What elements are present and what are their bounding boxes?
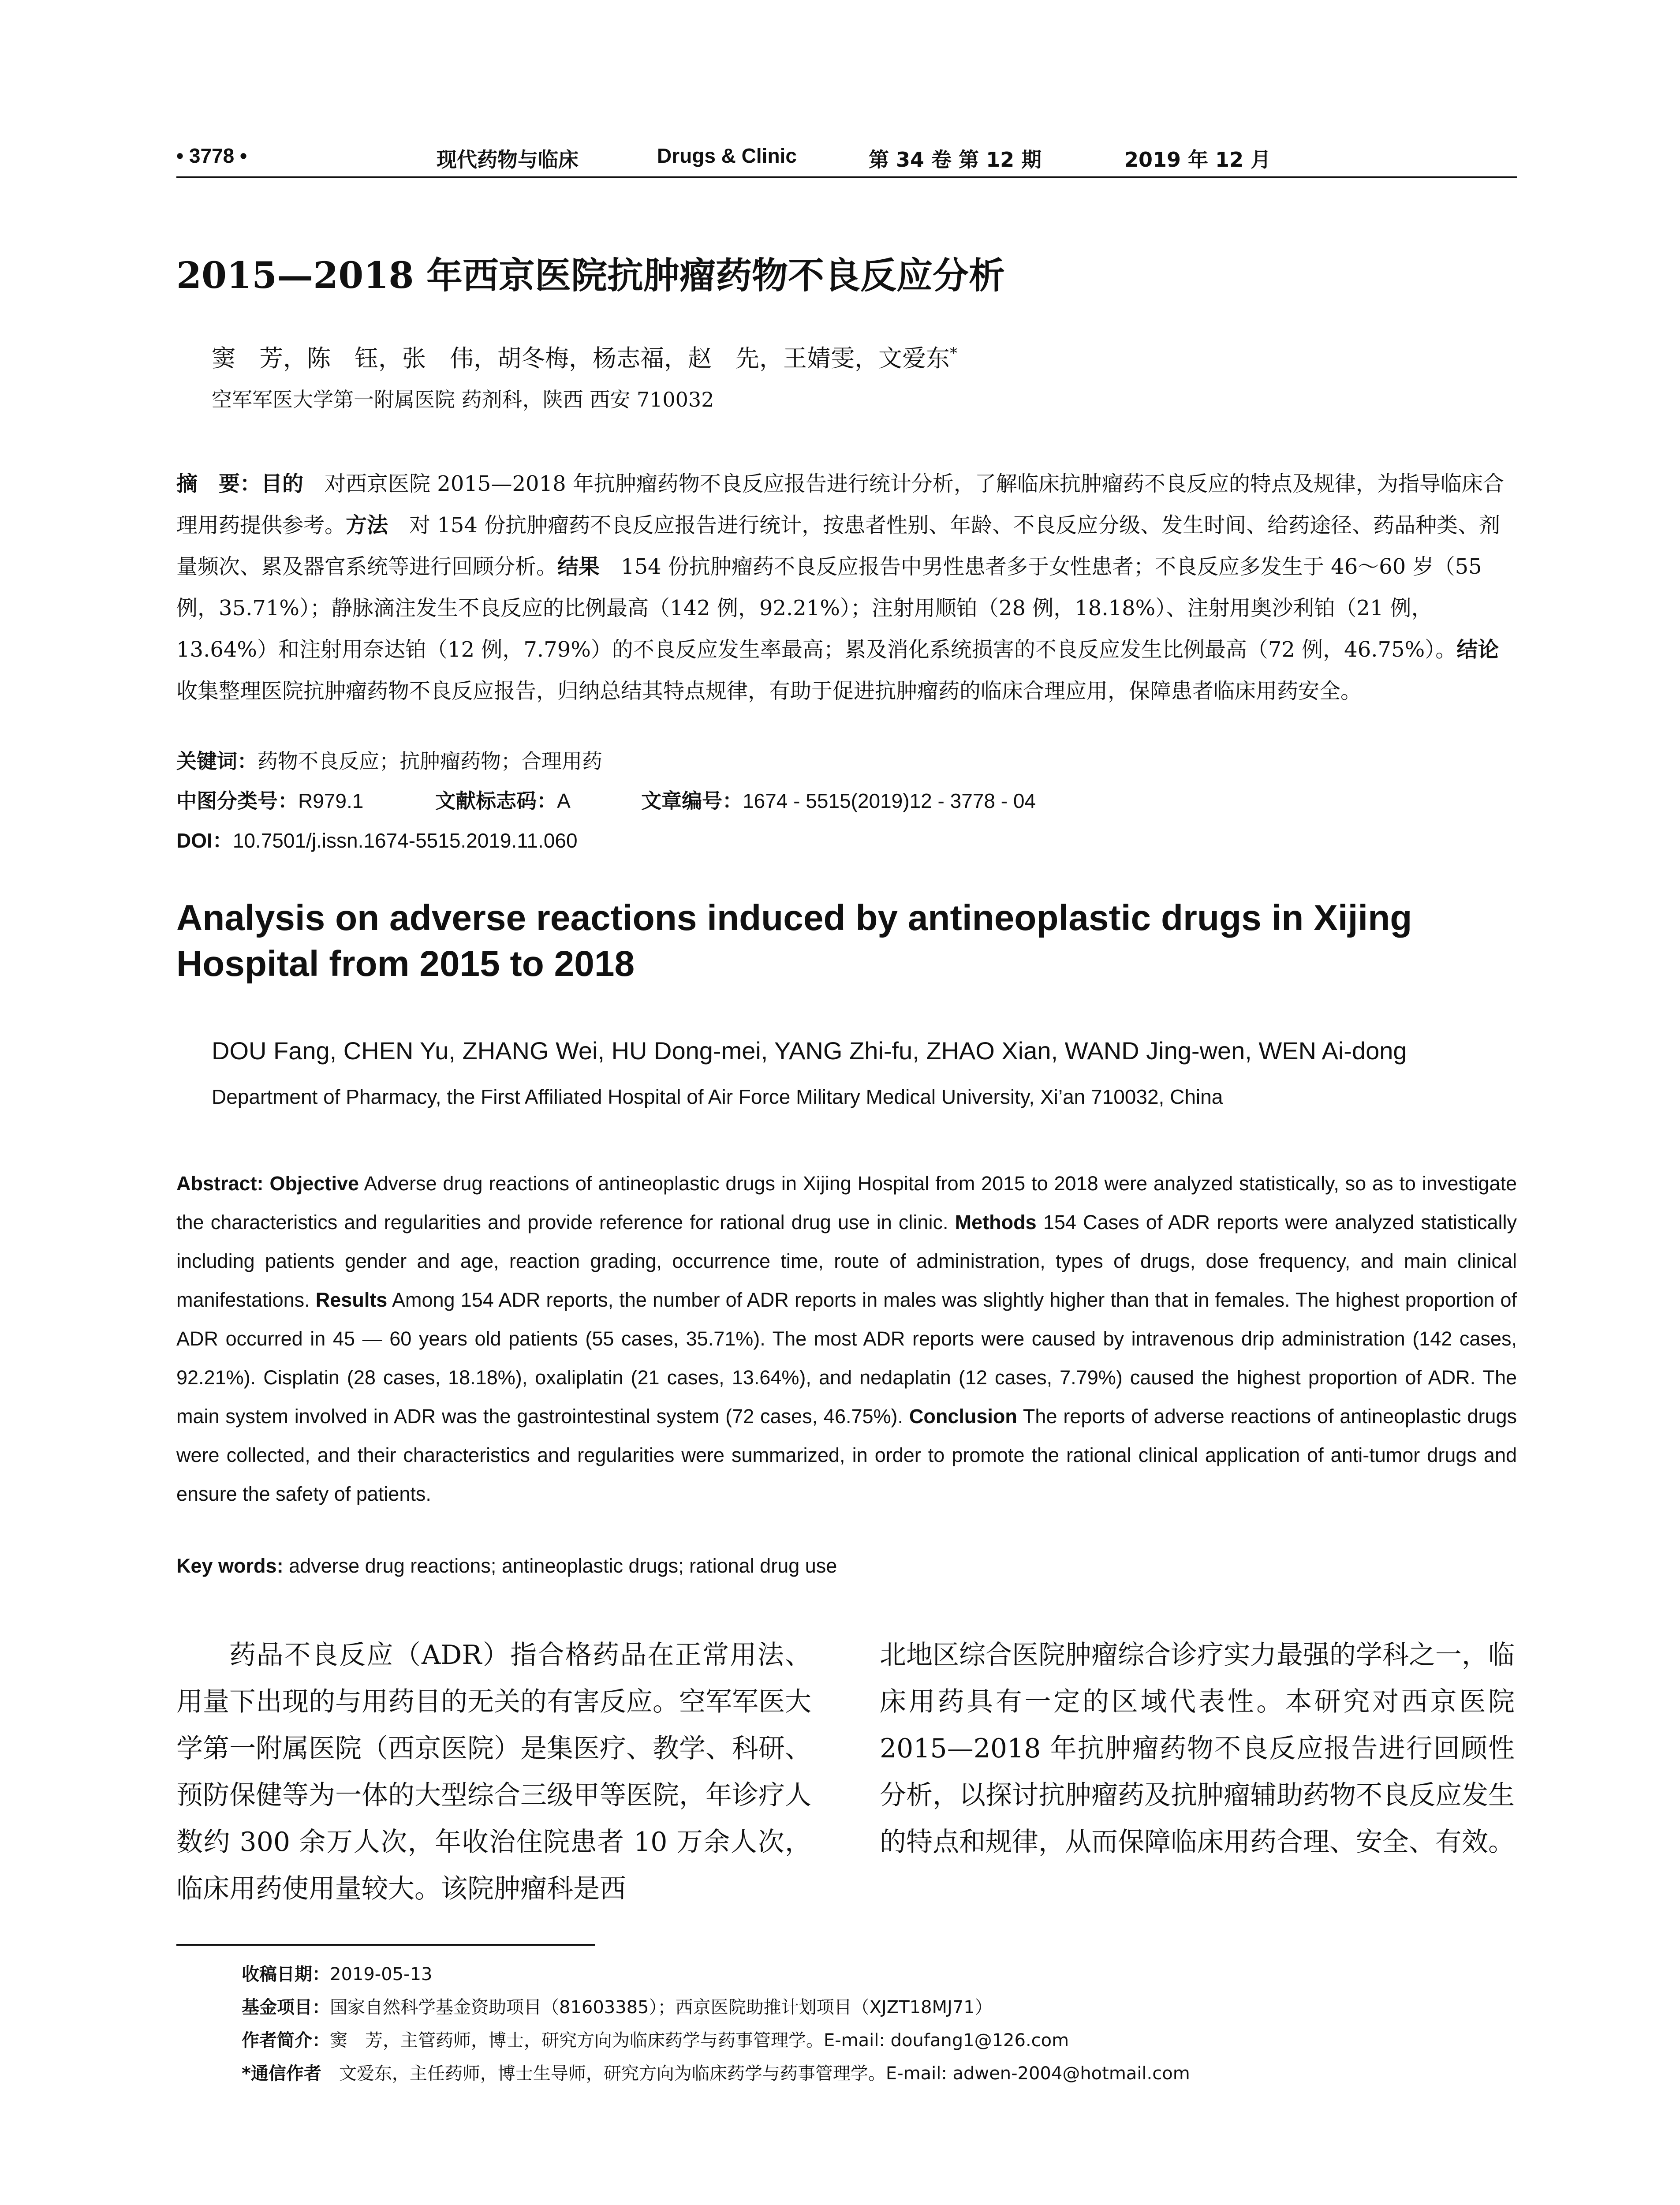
results-text-en: Among 154 ADR reports, the number of ADR reports in males was slightly higher than that in females. The highest proportion of ADR occurred in 45 — 60 years old patients (55 cases, 35.71%). The most ADR reports were caused by intravenous drip administration (142 cases, 92.21%). Cisplatin (28 cases, 18.18%), oxaliplatin (21 cases, 13.64%), and nedaplatin (12 cases, 7.79%) caused the highest proportion of ADR. The main system involved in ADR was the gastrointestinal system (72 cases, 46.75%).	[176, 1289, 1517, 1428]
doi-value: 10.7501/j.issn.1674-5515.2019.11.060	[232, 829, 578, 852]
keywords-label-en: Key words:	[176, 1555, 289, 1577]
body-column-right: 北地区综合医院肿瘤综合诊疗实力最强的学科之一，临床用药具有一定的区域代表性。本研究对西京医院 2015—2018 年抗肿瘤药物不良反应报告进行回顾性分析，以探讨抗肿瘤药及抗肿瘤辅助药物不良反应发生的特点和规律，从而保障临床用药合理、安全、有效。	[880, 1640, 1515, 1857]
classification-line	[176, 785, 1036, 814]
journal-name-en: Drugs & Clinic	[657, 144, 797, 167]
journal-name-cn: 现代药物与临床	[437, 148, 579, 172]
methods-text-cn: 对 154 份抗肿瘤药不良反应报告进行统计，按患者性别、年龄、不良反应分级、发生时间、给药途径、药品种类、剂量频次、累及器官系统等进行回顾分析。	[176, 513, 1501, 579]
conclusion-text-en: The reports of adverse reactions of antineoplastic drugs were collected, and their characteristics and regularities were summarized, in order to promote the rational clinical application of anti-tumor drugs and ensure the safety of patients.	[176, 1405, 1517, 1505]
corresponding-label: *通信作者	[242, 2063, 321, 2084]
corresponding-mark: *	[950, 344, 957, 362]
conclusion-text-cn: 收集整理医院抗肿瘤药物不良反应报告，归纳总结其特点规律，有助于促进抗肿瘤药的临床合理应用，保障患者临床用药安全。	[176, 637, 1520, 703]
doc-code-value: A	[557, 789, 570, 812]
doi-line	[176, 825, 578, 854]
author-list-cn	[212, 340, 957, 374]
results-label-cn: 结果	[557, 554, 600, 579]
footnote-corresponding	[242, 2059, 1190, 2085]
article-title-en: Analysis on adverse reactions induced by antineoplastic drugs in Xijing Hospital from 2015 to 2018	[176, 898, 1412, 984]
received-date: 2019-05-13	[330, 1964, 433, 1984]
abstract-label-cn: 摘 要：	[176, 471, 261, 496]
keywords-label-cn: 关键词：	[176, 750, 258, 773]
doi-label: DOI：	[176, 829, 233, 852]
objective-text-cn: 对西京医院 2015—2018 年抗肿瘤药物不良反应报告进行统计分析，了解临床抗肿瘤药不良反应的特点及规律，为指导临床合理用药提供参考。	[176, 471, 1504, 538]
results-label-en: Results	[315, 1289, 388, 1311]
fund-label: 基金项目：	[242, 1997, 330, 2018]
issue-date: 2019 年 12 月	[1124, 148, 1271, 172]
clc-value: R979.1	[298, 789, 364, 812]
conclusion-label-en: Conclusion	[909, 1405, 1017, 1428]
received-label: 收稿日期：	[242, 1964, 330, 1984]
methods-label-en: Methods	[955, 1211, 1037, 1233]
page-number: • 3778 •	[176, 144, 247, 167]
affiliation-cn: 空军军医大学第一附属医院 药剂科，陕西 西安 710032	[212, 388, 714, 411]
header-rule	[176, 176, 1517, 178]
running-header	[176, 140, 1517, 176]
article-number-label: 文章编号：	[641, 789, 743, 812]
keywords-value-en: adverse drug reactions; antineoplastic drugs; rational drug use	[289, 1555, 837, 1577]
keywords-value-cn: 药物不良反应；抗肿瘤药物；合理用药	[258, 750, 602, 773]
footnote-rule	[176, 1944, 595, 1946]
body-column-left: 药品不良反应（ADR）指合格药品在正常用法、用量下出现的与用药目的无关的有害反应。空军军医大学第一附属医院（西京医院）是集医疗、教学、科研、预防保健等为一体的大型综合三级甲等医院，年诊疗人数约 300 余万人次，年收治住院患者 10 万余人次，临床用药使用量较大。该院肿瘤科是西	[176, 1640, 811, 1904]
author-list-en: DOU Fang, CHEN Yu, ZHANG Wei, HU Dong-mei, YANG Zhi-fu, ZHAO Xian, WAND Jing-wen, WEN Ai-dong	[212, 1037, 1407, 1065]
author-bio-text: 窦 芳，主管药师，博士，研究方向为临床药学与药事管理学。E-mail: doufang1@126.com	[330, 2030, 1069, 2051]
doc-code-label: 文献标志码：	[435, 789, 557, 812]
corresponding-text: 文爱东，主任药师，博士生导师，研究方向为临床药学与药事管理学。E-mail: adwen-2004@hotmail.com	[321, 2063, 1190, 2084]
objective-label-cn: 目的	[261, 471, 304, 496]
methods-text-en: 154 Cases of ADR reports were analyzed statistically including patients gender and age, reaction grading, occurrence time, route of administration, types of drugs, dose frequency, and main clinical manifestations.	[176, 1211, 1517, 1311]
footnote-author	[242, 2026, 1069, 2052]
methods-label-cn: 方法	[346, 513, 388, 538]
author-bio-label: 作者简介：	[242, 2030, 330, 2051]
clc-label: 中图分类号：	[176, 789, 298, 812]
keywords-en	[176, 1555, 837, 1577]
abstract-en	[176, 1164, 1517, 1514]
footnote-fund	[242, 1993, 993, 2018]
objective-text-en: Adverse drug reactions of antineoplastic drugs in Xijing Hospital from 2015 to 2018 were analyzed statistically, so as to investigate the characteristics and regularities and provide reference for rational drug use in clinic.	[176, 1172, 1517, 1233]
conclusion-label-cn: 结论	[1456, 637, 1499, 662]
abstract-cn	[176, 463, 1520, 712]
footnote-received	[242, 1960, 432, 1985]
keywords-cn	[176, 745, 602, 774]
abstract-label-en: Abstract:	[176, 1172, 270, 1195]
volume-issue: 第 34 卷 第 12 期	[869, 148, 1042, 172]
objective-label-en: Objective	[269, 1172, 359, 1195]
fund-text: 国家自然科学基金资助项目（81603385）；西京医院助推计划项目（XJZT18MJ71）	[330, 1997, 993, 2018]
article-number-value: 1674 - 5515(2019)12 - 3778 - 04	[743, 789, 1036, 812]
results-text-cn: 154 份抗肿瘤药不良反应报告中男性患者多于女性患者；不良反应多发生于 46～60 岁（55 例，35.71%）；静脉滴注发生不良反应的比例最高（142 例，92.21%）；注射用顺铂（28 例，18.18%）、注射用奥沙利铂（21 例，13.64%）和注射用奈达铂（12 例，7.79%）的不良反应发生率最高；累及消化系统损害的不良反应发生比例最高（72 例，46.75%）。	[176, 554, 1482, 662]
article-title-cn: 2015—2018 年西京医院抗肿瘤药物不良反应分析	[176, 254, 1005, 297]
affiliation-en: Department of Pharmacy, the First Affiliated Hospital of Air Force Military Medical University, Xi’an 710032, China	[212, 1085, 1223, 1108]
author-names-cn: 窦 芳，陈 钰，张 伟，胡冬梅，杨志福，赵 先，王婧雯，文爱东	[212, 344, 950, 372]
